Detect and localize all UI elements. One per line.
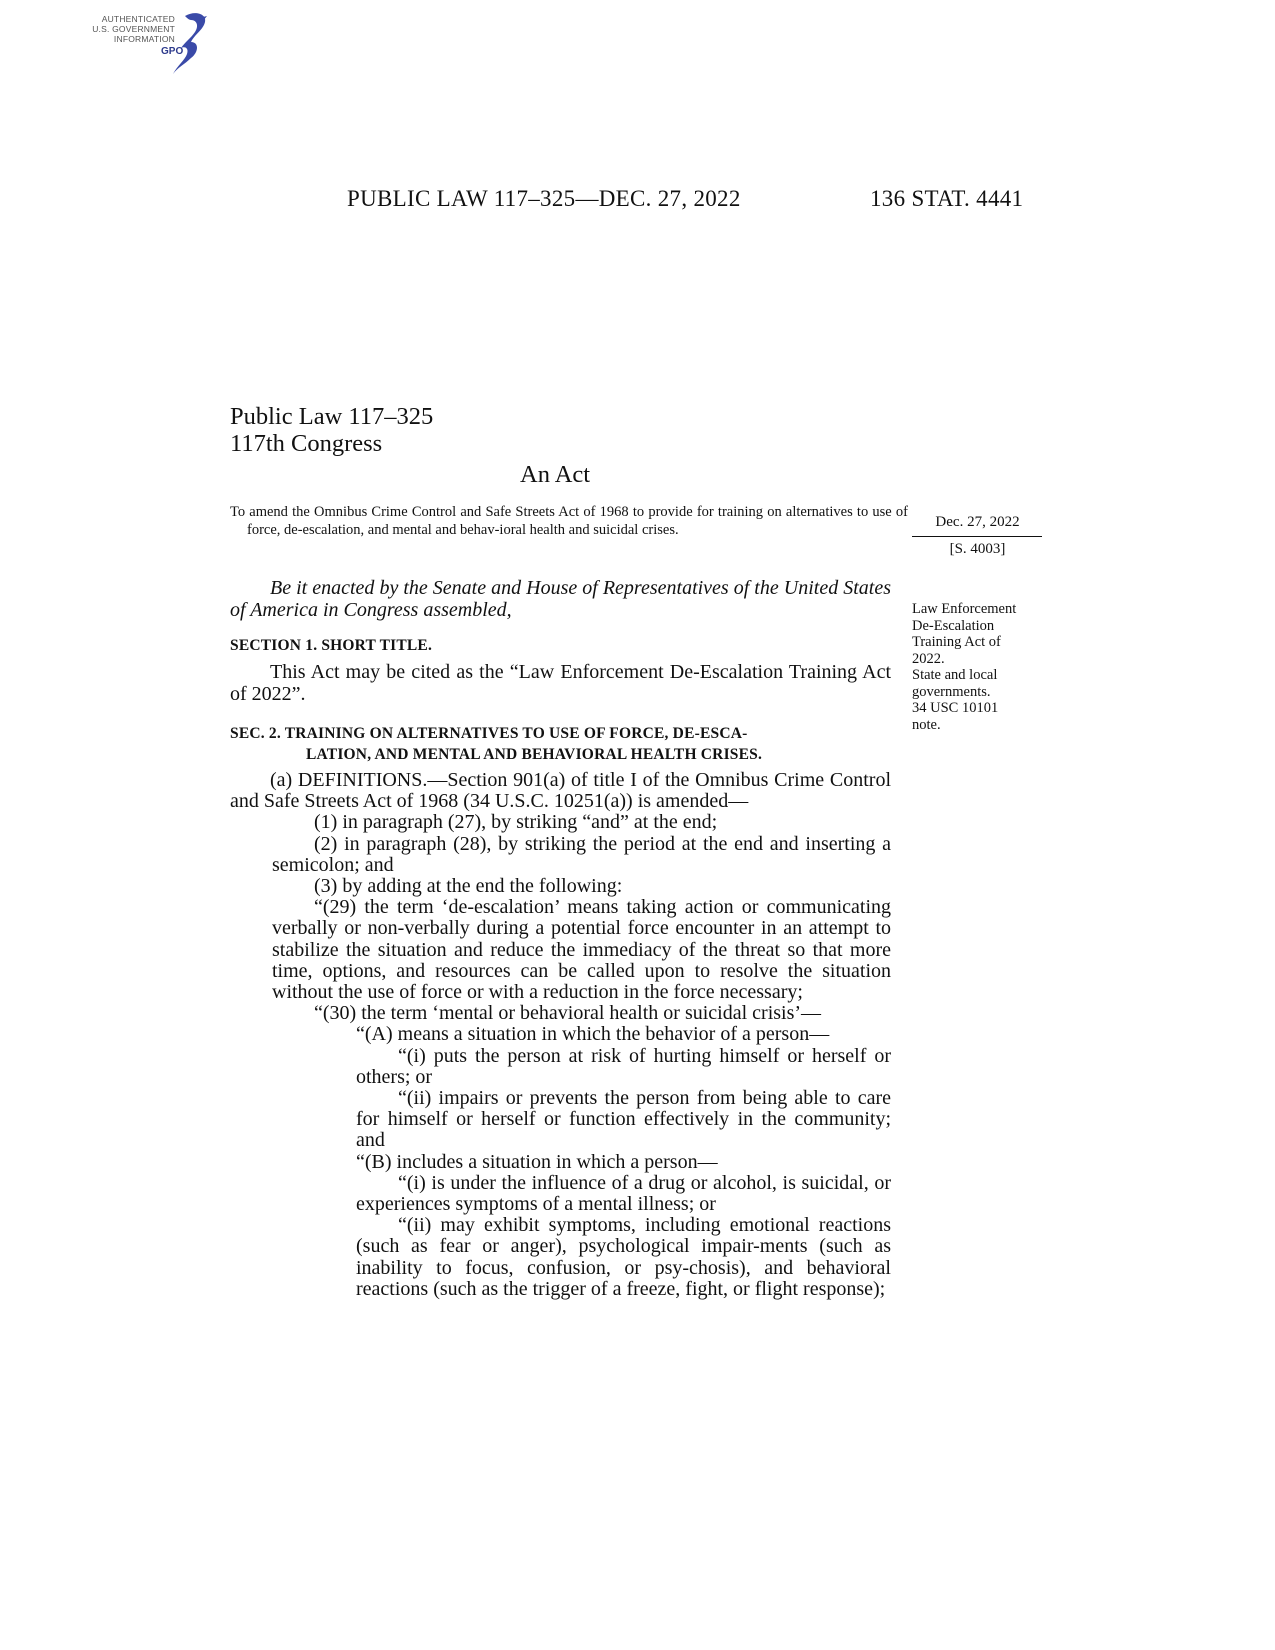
seal-text-information: INFORMATION: [113, 34, 175, 44]
subsection-a-heading: EFINITIONS: [312, 769, 423, 791]
eagle-icon: [155, 8, 215, 78]
public-law-number: Public Law 117–325: [230, 403, 434, 430]
paragraph-29: “(29) the term ‘de-escalation’ means taking action or communicating verbally or non-verbally during a potential force encounter in an attempt to stabilize the situation and reduce the immediacy of the threat so that more time, options, and resources can be called upon to resolve the situation without the use of force or with a reduction in the force necessary;: [272, 896, 891, 1004]
margin-note: State and local: [912, 667, 998, 683]
subparagraph-A: “(A) means a situation in which the behavior of a person—: [356, 1023, 830, 1046]
margin-enactment-date: Dec. 27, 2022: [935, 514, 1020, 530]
margin-note: governments.: [912, 683, 991, 700]
clause-B-i: “(i) is under the influence of a drug or alcohol, is suicidal, or experiences symptoms of a mental illness; or: [356, 1171, 891, 1216]
subparagraph-B: “(B) includes a situation in which a person—: [356, 1150, 718, 1173]
paragraph-1: (1) in paragraph (27), by striking “and” at the end;: [314, 811, 718, 834]
purpose-clause: To amend the Omnibus Crime Control and Safe Streets Act of 1968 to provide for training on alternatives to use of force, de-escalation, and mental and behav-ioral health and suicidal crises.: [230, 504, 908, 538]
section-2-heading-line1: SEC. 2. TRAINING ON ALTERNATIVES TO USE OF FORCE, DE-ESCA-: [230, 725, 748, 742]
congress-number: 117th Congress: [230, 430, 383, 457]
section-2-body: [230, 770, 891, 1300]
subsection-a: [230, 770, 891, 812]
seal-text-government: U.S. GOVERNMENT: [92, 24, 175, 34]
subsection-a-text: .—Section 901(a) of title I of the Omnibus Crime Control and Safe Streets Act of 1968 (34 U.S.C. 10251(a)) is amended—: [230, 769, 892, 813]
margin-note: Training Act of: [912, 634, 1001, 650]
subsection-a-label: (a) D: [270, 769, 313, 791]
section-1-heading: SECTION 1. SHORT TITLE.: [230, 637, 433, 654]
section-2-heading-line2: LATION, AND MENTAL AND BEHAVIORAL HEALTH CRISES.: [306, 745, 763, 763]
seal-gpo-label: GPO: [161, 46, 184, 57]
clause-B-ii: “(ii) may exhibit symptoms, including emotional reactions (such as fear or anger), psychological impair-ments (such as inability to focus, confusion, or psy-chosis), and behavioral reactions (such as the trigger of a freeze, fight, or flight response);: [356, 1214, 891, 1300]
seal-text-authenticated: AUTHENTICATED: [101, 14, 175, 24]
margin-note: 2022.: [912, 650, 945, 667]
clause-A-ii: “(ii) impairs or prevents the person from being able to care for himself or herself or function effectively in the community; and: [356, 1087, 891, 1152]
paragraph-2: (2) in paragraph (28), by striking the period at the end and inserting a semicolon; and: [272, 832, 891, 876]
margin-note: Law Enforcement: [912, 601, 1017, 617]
margin-notes: [912, 601, 1047, 733]
margin-note: note.: [912, 716, 941, 733]
paragraph-30: “(30) the term ‘mental or behavioral health or suicidal crisis’—: [314, 1002, 822, 1025]
section-1-text: This Act may be cited as the “Law Enforcement De-Escalation Training Act of 2022”.: [230, 661, 891, 705]
running-header-citation: PUBLIC LAW 117–325—DEC. 27, 2022: [347, 186, 741, 211]
act-heading: An Act: [520, 461, 591, 488]
section-2-heading: [230, 724, 891, 765]
margin-divider: [912, 536, 1042, 537]
margin-bill-number: [S. 4003]: [949, 541, 1006, 557]
gpo-authentication-seal: [92, 8, 235, 78]
margin-note: De-Escalation: [912, 617, 995, 634]
clause-A-i: “(i) puts the person at risk of hurting himself or herself or others; or: [356, 1044, 891, 1088]
margin-note: 34 USC 10101: [912, 700, 999, 716]
enacting-clause: Be it enacted by the Senate and House of Representatives of the United States of America in Congress assembled,: [230, 577, 891, 621]
running-header-statute-page: 136 STAT. 4441: [870, 186, 1024, 211]
paragraph-3: (3) by adding at the end the following:: [314, 875, 623, 898]
